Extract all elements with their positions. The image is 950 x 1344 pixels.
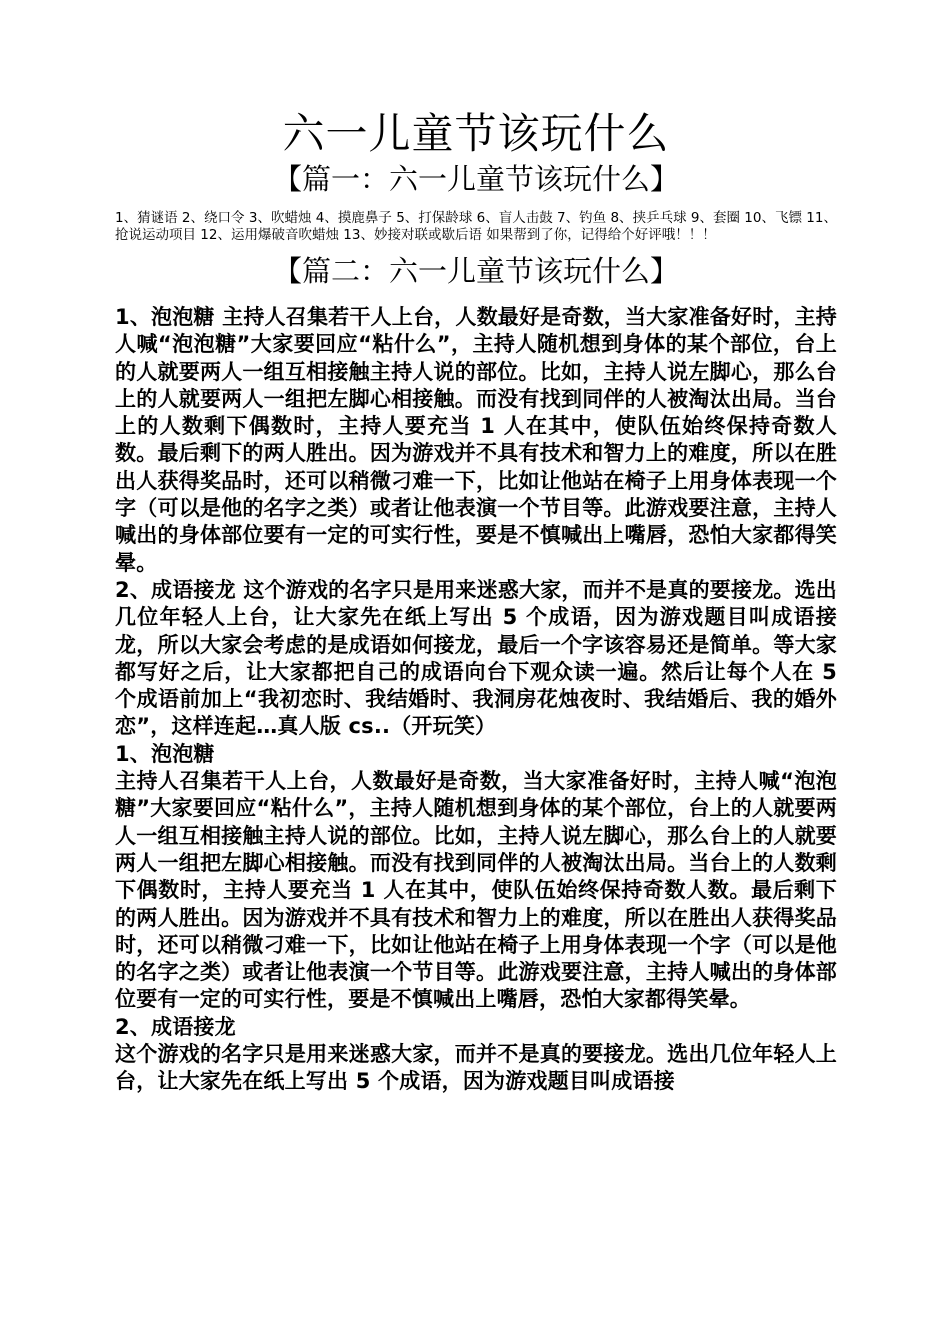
paragraph-bubblegum-intro: 1、泡泡糖 主持人召集若干人上台，人数最好是奇数，当大家准备好时，主持人喊“泡泡糖”大家要回应“粘什么”，主持人随机想到身体的某个部位，台上的人就要两人一组互相接触主持人说的部位。比如，主持人说左脚心，那么台上的人就要两人一组把左脚心相接触。而没有找到同伴的人被淘汰出局。当台上的人数剩下偶数时，主持人要充当 1 人在其中，使队伍始终保持奇数人数。最后剩下的两人胜出。因为游戏并不具有技术和智力上的难度，所以在胜出人获得奖品时，还可以稍微刁难一下，比如让他站在椅子上用身体表现一个字（可以是他的名字之类）或者让他表演一个节目等。此游戏要注意，主持人喊出的身体部位要有一定的可实行性，要是不慎喊出上嘴唇，恐怕大家都得笑晕。 xyxy=(115,305,837,575)
document-title: 六一儿童节该玩什么 xyxy=(282,109,670,158)
subheading-idiom: 2、成语接龙 xyxy=(115,1014,236,1039)
section2-heading: 【篇二：六一儿童节该玩什么】 xyxy=(272,254,679,288)
paragraph-idiom-detail: 这个游戏的名字只是用来迷惑大家，而并不是真的要接龙。选出几位年轻人上台，让大家先在纸上写出 5 个成语，因为游戏题目叫成语接 xyxy=(115,1042,837,1094)
paragraph-bubblegum-detail: 主持人召集若干人上台，人数最好是奇数，当大家准备好时，主持人喊“泡泡糖”大家要回应“粘什么”，主持人随机想到身体的某个部位，台上的人就要两人一组互相接触主持人说的部位。比如，主持人说左脚心，那么台上的人就要两人一组把左脚心相接触。而没有找到同伴的人被淘汰出局。当台上的人数剩下偶数时，主持人要充当 1 人在其中，使队伍始终保持奇数人数。最后剩下的两人胜出。因为游戏并不具有技术和智力上的难度，所以在胜出人获得奖品时，还可以稍微刁难一下，比如让他站在椅子上用身体表现一个字（可以是他的名字之类）或者让他表演一个节目等。此游戏要注意，主持人喊出的身体部位要有一定的可实行性，要是不慎喊出上嘴唇，恐怕大家都得笑晕。 xyxy=(115,769,837,1012)
subheading-bubblegum: 1、泡泡糖 xyxy=(115,741,215,766)
section1-heading: 【篇一：六一儿童节该玩什么】 xyxy=(272,162,679,196)
paragraph-idiom-intro: 2、成语接龙 这个游戏的名字只是用来迷惑大家，而并不是真的要接龙。选出几位年轻人上台，让大家先在纸上写出 5 个成语，因为游戏题目叫成语接龙，所以大家会考虑的是成语如何接龙，最后一个字该容易还是简单。等大家都写好之后，让大家都把自己的成语向台下观众读一遍。然后让每个人在 5 个成语前加上“我初恋时、我结婚时、我洞房花烛夜时、我结婚后、我的婚外恋”，这样连起…真人版 cs..（开玩笑） xyxy=(115,577,837,739)
document-content xyxy=(115,108,837,1096)
section1-text: 1、猜谜语 2、绕口令 3、吹蜡烛 4、摸鹿鼻子 5、打保龄球 6、盲人击鼓 7、钓鱼 8、挟乒乓球 9、套圈 10、飞镖 11、抢说运动项目 12、运用爆破音吹蜡烛 13、妙接对联或歇后语 如果帮到了你，记得给个好评哦！！！ xyxy=(115,210,837,243)
section2-body xyxy=(115,304,837,1096)
